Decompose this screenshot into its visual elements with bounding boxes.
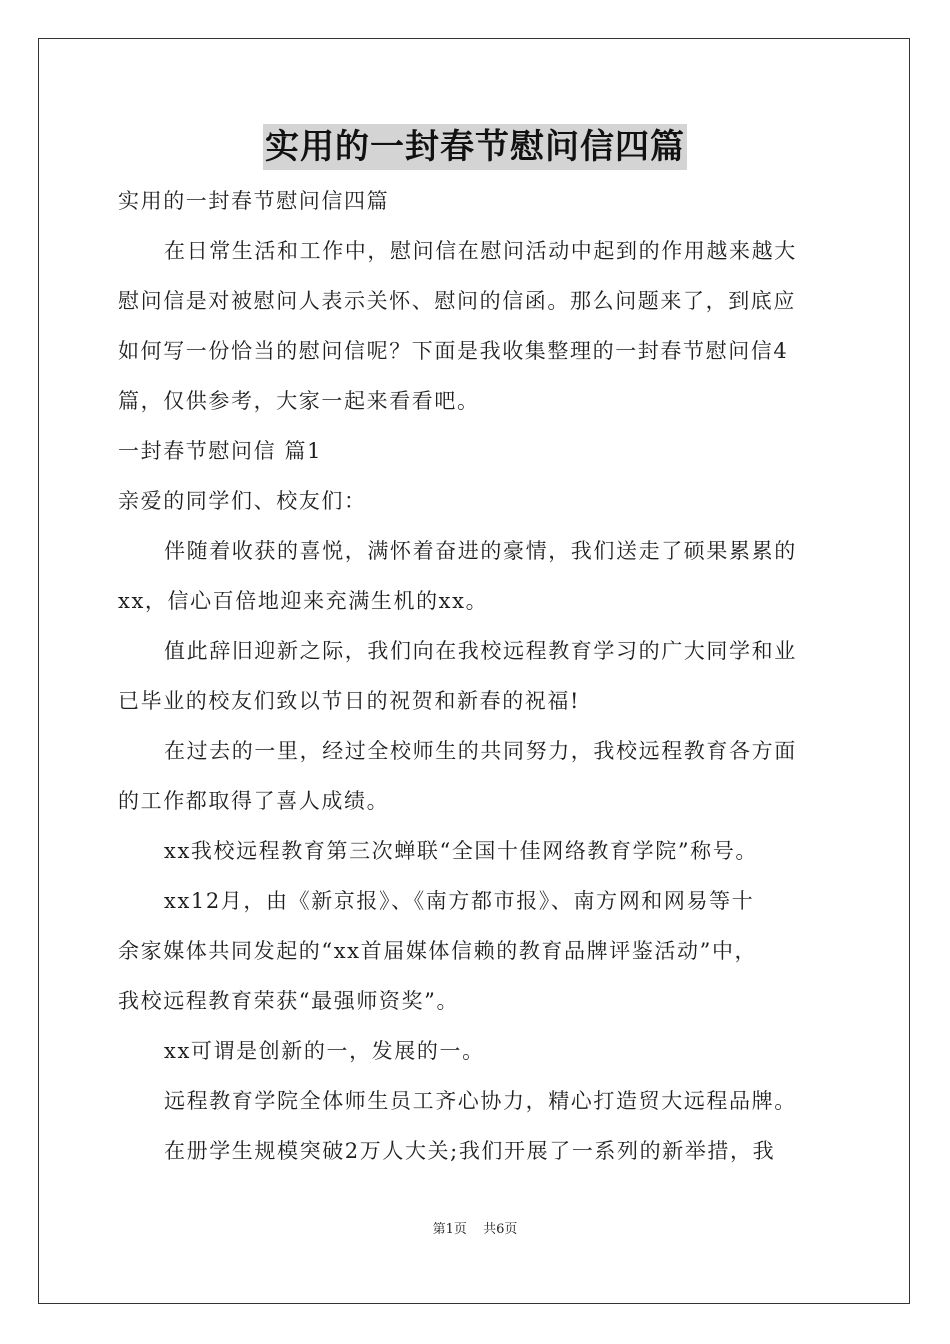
text-line: 慰问信是对被慰问人表示关怀、慰问的信函。那么问题来了，到底应 [118, 289, 796, 313]
text-line: xx我校远程教育第三次蝉联“全国十佳网络教育学院”称号。 [164, 839, 758, 863]
text-line: 已毕业的校友们致以节日的祝贺和新春的祝福! [118, 689, 581, 713]
text-line: xx12月，由《新京报》、《南方都市报》、南方网和网易等十 [164, 889, 755, 913]
text-line: 在日常生活和工作中，慰问信在慰问活动中起到的作用越来越大 [164, 239, 797, 263]
text-line: 伴随着收获的喜悦，满怀着奋进的豪情，我们送走了硕果累累的 [164, 539, 797, 563]
document-body [118, 176, 834, 1176]
text-line: 远程教育学院全体师生员工齐心协力，精心打造贸大远程品牌。 [164, 1089, 797, 1113]
document-title: 实用的一封春节慰问信四篇 [263, 124, 687, 170]
text-line: 亲爱的同学们、校友们： [118, 489, 367, 513]
page-footer [0, 1218, 950, 1237]
text-line: 在过去的一里，经过全校师生的共同努力，我校远程教育各方面 [164, 739, 797, 763]
text-line: 如何写一份恰当的慰问信呢？下面是我收集整理的一封春节慰问信4 [118, 339, 789, 363]
text-line: 篇，仅供参考，大家一起来看看吧。 [118, 389, 480, 413]
text-line: 我校远程教育荣获“最强师资奖”。 [118, 989, 460, 1013]
text-line: 的工作都取得了喜人成绩。 [118, 789, 390, 813]
text-line: 实用的一封春节慰问信四篇 [118, 189, 390, 213]
title-container [0, 124, 950, 170]
page-number: 第1页 [432, 1222, 467, 1237]
total-pages: 共6页 [483, 1222, 518, 1237]
text-line: 余家媒体共同发起的“xx首届媒体信赖的教育品牌评鉴活动”中， [118, 939, 758, 963]
text-line: 在册学生规模突破2万人大关;我们开展了一系列的新举措，我 [164, 1139, 776, 1163]
text-line: 一封春节慰问信 篇1 [118, 439, 323, 463]
text-line: xx，信心百倍地迎来充满生机的xx。 [118, 589, 489, 613]
text-line: xx可谓是创新的一，发展的一。 [164, 1039, 485, 1063]
text-line: 值此辞旧迎新之际，我们向在我校远程教育学习的广大同学和业 [164, 639, 797, 663]
